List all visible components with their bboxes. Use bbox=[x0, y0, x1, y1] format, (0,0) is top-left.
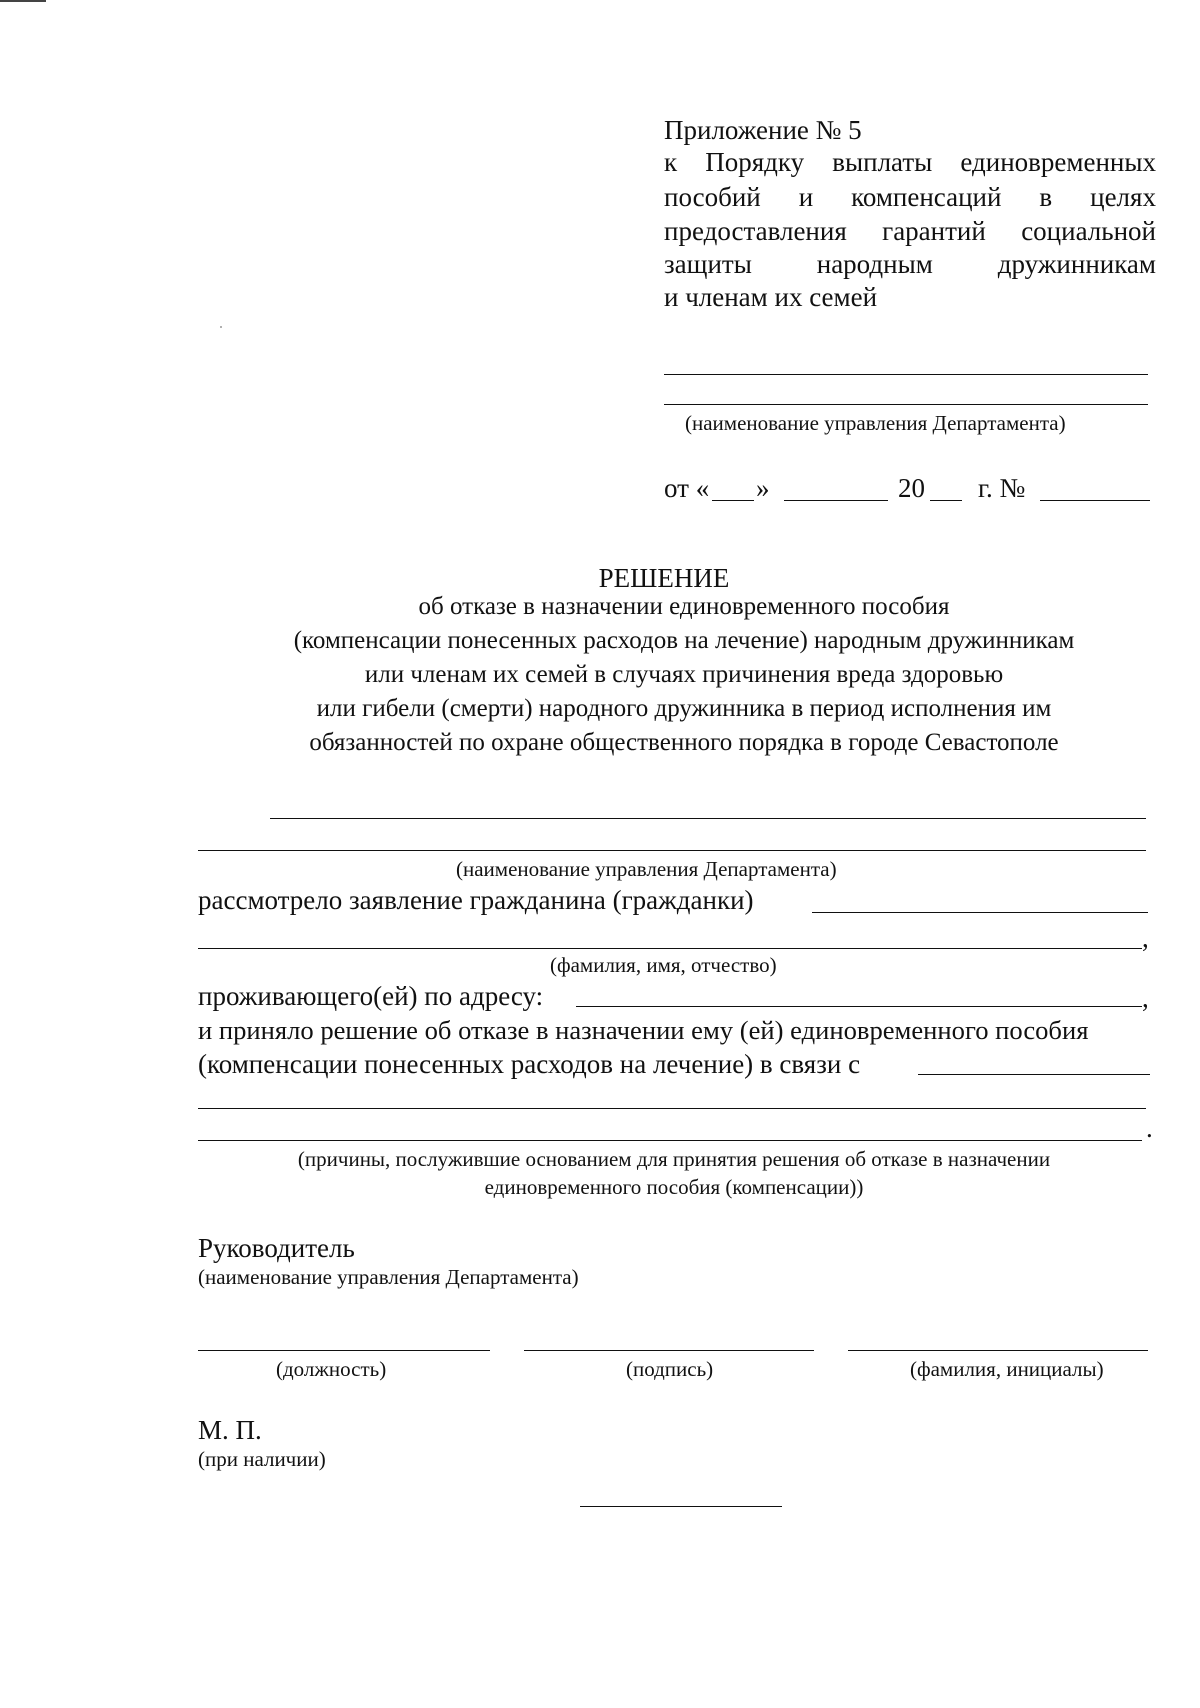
reasons-caption-2: единовременного пособия (компенсации)) bbox=[484, 1175, 864, 1199]
applicant-blank-2[interactable] bbox=[198, 948, 1142, 949]
reason-blank-2[interactable] bbox=[198, 1108, 1146, 1109]
annex-word: пособий bbox=[664, 182, 761, 212]
name-caption: (фамилия, инициалы) bbox=[910, 1357, 1104, 1381]
address-comma: , bbox=[1142, 983, 1149, 1013]
reason-period: . bbox=[1146, 1113, 1153, 1143]
annex-last-line: и членам их семей bbox=[664, 282, 878, 312]
decided-text: и приняло решение об отказе в назначении ему (ей) единовременного пособия bbox=[198, 1015, 1089, 1045]
decision-subtitle-2: (компенсации понесенных расходов на лечение) народным дружинникам bbox=[293, 627, 1075, 654]
annex-word: предоставления bbox=[664, 216, 847, 246]
annex-line-2 bbox=[664, 181, 1156, 213]
address-blank[interactable] bbox=[576, 1006, 1142, 1007]
stamp-label: М. П. bbox=[198, 1415, 262, 1445]
annex-line-3 bbox=[664, 215, 1156, 247]
annex-word: защиты bbox=[664, 249, 752, 279]
department-caption: (наименование управления Департамента) bbox=[685, 411, 1066, 435]
annex-word: социальной bbox=[1021, 216, 1156, 246]
residing-text: проживающего(ей) по адресу: bbox=[198, 981, 544, 1011]
month-blank[interactable] bbox=[784, 500, 888, 501]
compensation-text: (компенсации понесенных расходов на лечение) в связи с bbox=[198, 1049, 861, 1079]
reason-blank-3[interactable] bbox=[198, 1140, 1142, 1141]
annex-line-1 bbox=[664, 146, 1156, 178]
department-body-blank-2[interactable] bbox=[198, 850, 1146, 851]
decision-title: РЕШЕНИЕ bbox=[598, 563, 730, 593]
stamp-caption: (при наличии) bbox=[198, 1447, 326, 1471]
signature-caption: (подпись) bbox=[626, 1357, 714, 1381]
position-caption: (должность) bbox=[276, 1357, 387, 1381]
applicant-blank-1[interactable] bbox=[812, 912, 1148, 913]
decision-subtitle-1: об отказе в назначении единовременного пособия bbox=[418, 593, 950, 620]
annex-word: гарантий bbox=[882, 216, 986, 246]
year-prefix: 20 bbox=[898, 473, 925, 503]
annex-word: и bbox=[798, 182, 814, 212]
applicant-caption: (фамилия, имя, отчество) bbox=[550, 953, 777, 977]
considered-text: рассмотрело заявление гражданина (гражданки) bbox=[198, 885, 754, 915]
closing-separator-line bbox=[580, 1506, 782, 1507]
year-blank[interactable] bbox=[930, 500, 962, 501]
signature-blank[interactable] bbox=[524, 1350, 814, 1351]
annex-word: к bbox=[664, 147, 678, 177]
department-blank-line-2[interactable] bbox=[664, 404, 1148, 405]
day-blank[interactable] bbox=[712, 500, 754, 501]
decision-subtitle-3: или членам их семей в случаях причинения вреда здоровью bbox=[364, 661, 1004, 688]
reason-blank-1[interactable] bbox=[918, 1074, 1150, 1075]
annex-word: компенсаций bbox=[851, 182, 1002, 212]
reasons-caption-1: (причины, послужившие основанием для принятия решения об отказе в назначении bbox=[297, 1147, 1051, 1171]
number-blank[interactable] bbox=[1040, 500, 1150, 501]
department-body-blank-1[interactable] bbox=[270, 818, 1146, 819]
annex-word: народным bbox=[816, 249, 933, 279]
annex-word: дружинникам bbox=[997, 249, 1156, 279]
applicant-comma: , bbox=[1142, 923, 1149, 953]
department-blank-line-1[interactable] bbox=[664, 374, 1148, 375]
annex-word: выплаты bbox=[832, 147, 933, 177]
scan-edge-mark bbox=[0, 0, 46, 2]
department-body-caption: (наименование управления Департамента) bbox=[456, 857, 837, 881]
name-blank[interactable] bbox=[848, 1350, 1148, 1351]
number-label: г. № bbox=[978, 473, 1026, 503]
scan-speck bbox=[220, 326, 222, 328]
head-title: Руководитель bbox=[198, 1233, 355, 1263]
annex-title: Приложение № 5 bbox=[664, 115, 862, 145]
position-blank[interactable] bbox=[198, 1350, 490, 1351]
decision-subtitle-4: или гибели (смерти) народного дружинника в период исполнения им bbox=[316, 695, 1052, 722]
annex-word: в bbox=[1039, 182, 1053, 212]
decision-subtitle-5: обязанностей по охране общественного порядка в городе Севастополе bbox=[309, 729, 1059, 756]
annex-line-4 bbox=[664, 248, 1156, 280]
annex-word: Порядку bbox=[705, 147, 805, 177]
date-mid: » bbox=[756, 473, 770, 503]
head-caption: (наименование управления Департамента) bbox=[198, 1265, 579, 1289]
annex-word: единовременных bbox=[960, 147, 1156, 177]
annex-word: целях bbox=[1090, 182, 1156, 212]
date-prefix: от « bbox=[664, 473, 710, 503]
